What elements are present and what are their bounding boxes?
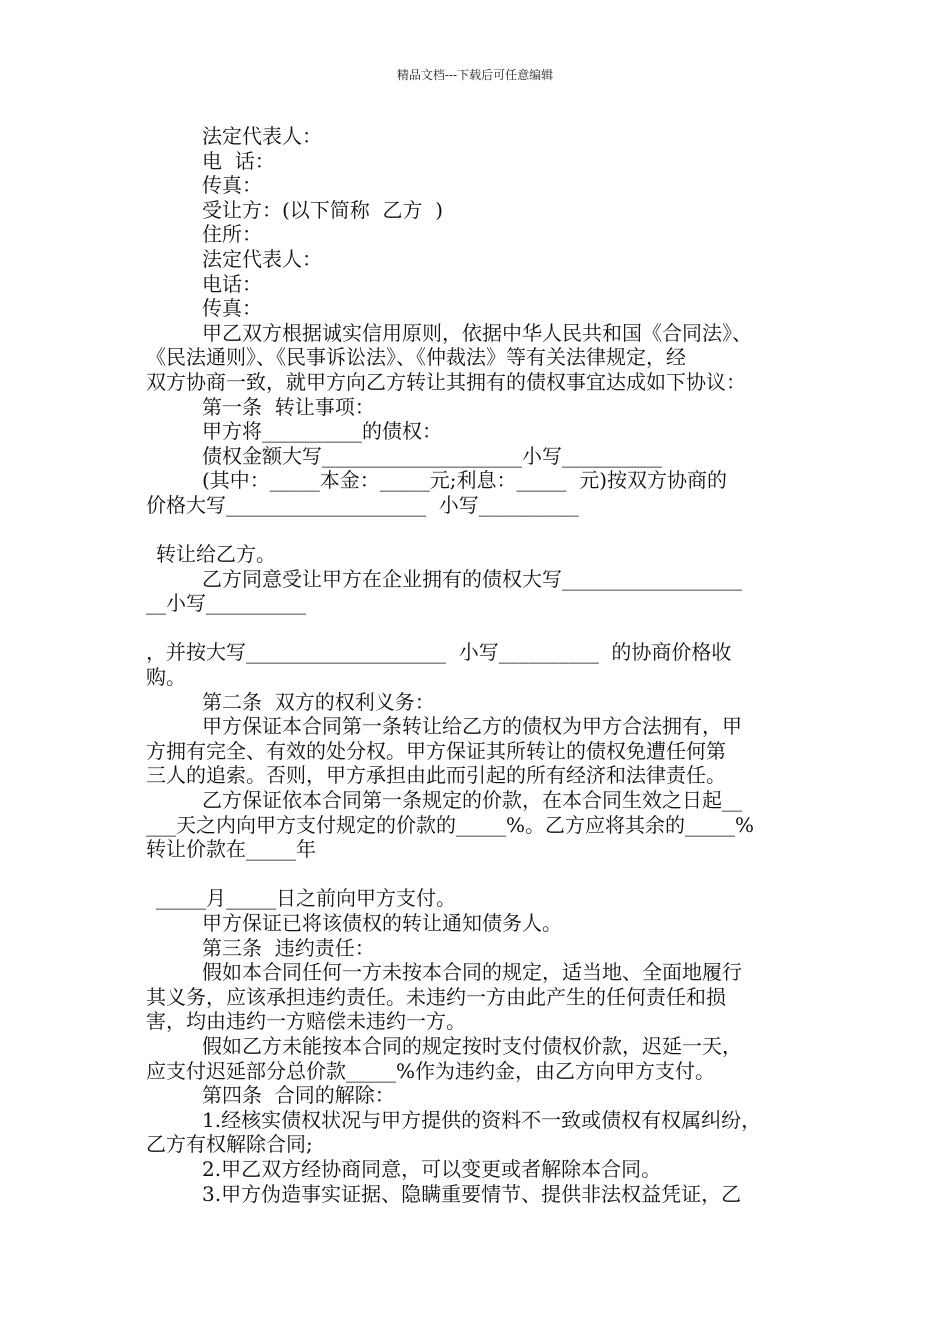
text-line: 害，均由违约一方赔偿未违约一方。 xyxy=(146,1009,466,1034)
text-line: 甲方将__________的债权： xyxy=(202,419,442,444)
text-line: 3.甲方伪造事实证据、隐瞒重要情节、提供非法权益凭证，乙 xyxy=(202,1181,742,1206)
blank-line xyxy=(146,616,810,641)
text-line: (其中：_____本金：_____元;利息：_____ 元)按双方协商的 xyxy=(202,468,728,493)
text-line: 受让方：(以下简称 乙方 ) xyxy=(202,197,444,222)
blank-line xyxy=(146,518,810,543)
text-line: 乙方同意受让甲方在企业拥有的债权大写__________________ xyxy=(202,566,742,591)
text-line: 债权金额大写____________________小写__________ xyxy=(202,443,662,468)
text-line: 甲方保证已将该债权的转让通知债务人。 xyxy=(202,911,562,935)
text-line: 乙方有权解除合同; xyxy=(146,1132,313,1157)
text-line: 其义务，应该承担违约责任。未违约一方由此产生的任何责任和损 xyxy=(146,984,726,1009)
text-line: 假如乙方未能按本合同的规定按时支付债权价款，迟延一天， xyxy=(202,1033,742,1058)
text-line: ，并按大写____________________ 小写__________ 的协商价格收 xyxy=(146,640,732,665)
document-body xyxy=(146,124,810,1206)
text-line: 电 话： xyxy=(202,148,275,173)
text-line: 转让价款在_____年 xyxy=(146,837,316,862)
text-line: 三人的追索。否则，甲方承担由此而引起的所有经济和法律责任。 xyxy=(146,763,726,788)
text-line: 电话： xyxy=(202,271,262,296)
text-line: 传真： xyxy=(202,173,262,198)
text-line: 1.经核实债权状况与甲方提供的资料不一致或债权有权属纠纷， xyxy=(202,1107,762,1132)
text-line: 传真： xyxy=(202,296,262,321)
text-line: 法定代表人： xyxy=(202,124,322,148)
text-line: 应支付迟延部分总价款_____%作为违约金，由乙方向甲方支付。 xyxy=(146,1058,716,1083)
text-line: __小写__________ xyxy=(146,591,306,616)
text-line: 第一条 转让事项： xyxy=(202,394,375,419)
text-line: 甲乙双方根据诚实信用原则，依据中华人民共和国《合同法》、 xyxy=(202,320,752,345)
text-line: 第二条 双方的权利义务： xyxy=(202,689,435,714)
text-line: ___天之内向甲方支付规定的价款的_____%。乙方应将其余的_____% xyxy=(146,812,755,837)
text-line: 《民法通则》、《民事诉讼法》、《仲裁法》等有关法律规定，经 xyxy=(146,345,686,370)
text-line: 住所： xyxy=(202,222,262,247)
text-line: 甲方保证本合同第一条转让给乙方的债权为甲方合法拥有，甲 xyxy=(202,714,742,739)
blank-line xyxy=(146,862,810,887)
text-line: 购。 xyxy=(146,665,186,690)
page-header: 精品文档---下载后可任意编辑 xyxy=(396,68,554,82)
text-line: 2.甲乙双方经协商同意，可以变更或者解除本合同。 xyxy=(202,1156,662,1181)
text-line: 第三条 违约责任： xyxy=(202,935,375,960)
text-line: 第四条 合同的解除： xyxy=(202,1083,395,1108)
text-line: 价格大写____________________ 小写__________ xyxy=(146,492,579,517)
text-line: _____月_____日之前向甲方支付。 xyxy=(156,886,456,911)
text-line: 方拥有完全、有效的处分权。甲方保证其所转让的债权免遭任何第 xyxy=(146,738,726,763)
text-line: 转让给乙方。 xyxy=(156,542,276,567)
text-line: 乙方保证依本合同第一条规定的价款，在本合同生效之日起__ xyxy=(202,788,742,813)
text-line: 双方协商一致，就甲方向乙方转让其拥有的债权事宜达成如下协议： xyxy=(146,369,746,394)
text-line: 法定代表人： xyxy=(202,246,322,271)
text-line: 假如本合同任何一方未按本合同的规定，适当地、全面地履行 xyxy=(202,960,742,985)
